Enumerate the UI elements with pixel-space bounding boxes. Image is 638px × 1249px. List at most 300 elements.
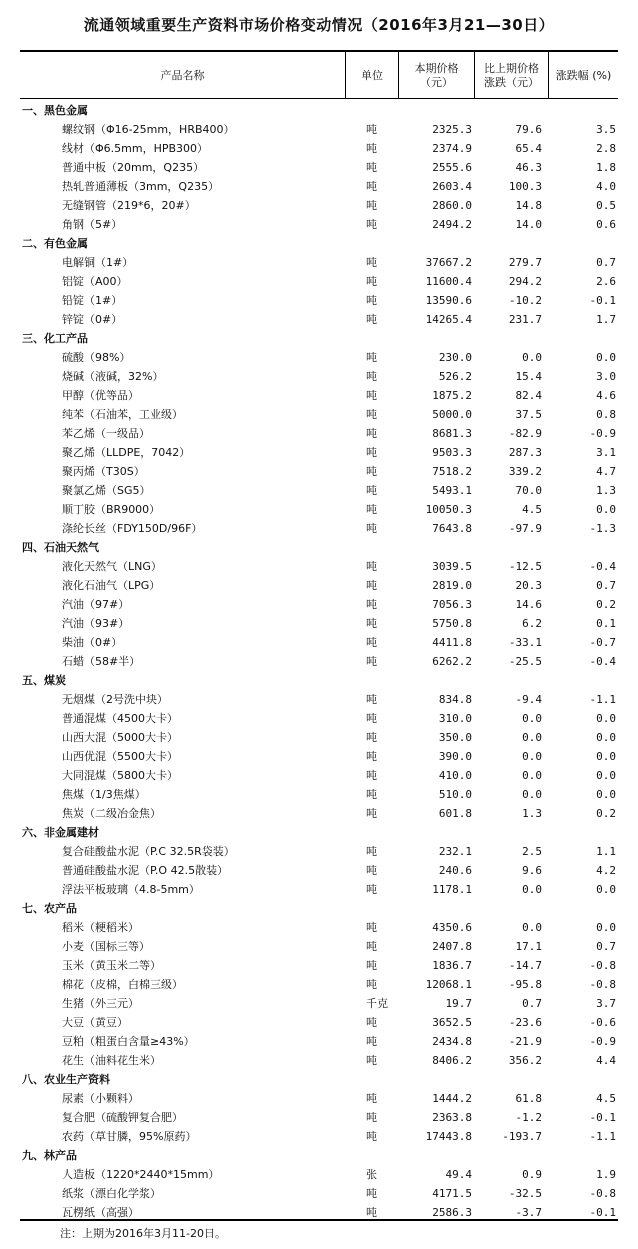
change-cell: 14.6 [515, 598, 542, 611]
product-name: 角钢（5#） [62, 218, 123, 231]
unit-cell: 张 [366, 1168, 377, 1181]
pct-cell: 0.8 [596, 408, 616, 421]
unit-cell: 吨 [366, 598, 377, 611]
table-row [0, 424, 638, 443]
unit-cell: 吨 [366, 465, 377, 478]
product-name: 无烟煤（2号洗中块） [62, 693, 168, 706]
price-cell: 11600.4 [425, 275, 472, 288]
product-name: 铅锭（1#） [62, 294, 123, 307]
price-cell: 1444.2 [432, 1092, 472, 1105]
product-name: 涤纶长丝（FDY150D/96F） [62, 522, 203, 535]
product-name: 铝锭（A00） [62, 275, 128, 288]
table-row [0, 177, 638, 196]
unit-cell: 吨 [366, 940, 377, 953]
change-cell: -3.7 [515, 1206, 542, 1219]
pct-cell: 4.5 [596, 1092, 616, 1105]
pct-cell: 0.0 [596, 788, 616, 801]
product-name: 线材（Φ6.5mm，HPB300） [62, 142, 209, 155]
pct-cell: -0.9 [589, 1035, 616, 1048]
product-name: 甲醇（优等品） [62, 389, 139, 402]
change-cell: 231.7 [508, 313, 542, 326]
price-cell: 2363.8 [432, 1111, 472, 1124]
unit-cell: 吨 [366, 750, 377, 763]
product-name: 浮法平板玻璃（4.8-5mm） [62, 883, 200, 896]
change-cell: -33.1 [508, 636, 542, 649]
product-name: 普通硅酸盐水泥（P.O 42.5散装） [62, 864, 229, 877]
change-cell: 0.0 [522, 712, 542, 725]
product-name: 液化天然气（LNG） [62, 560, 162, 573]
pct-cell: 0.2 [596, 807, 616, 820]
pct-cell: 4.0 [596, 180, 616, 193]
table-row [0, 785, 638, 804]
pct-cell: 1.7 [596, 313, 616, 326]
table-row [0, 842, 638, 861]
change-cell: 0.0 [522, 921, 542, 934]
table-row [0, 633, 638, 652]
price-cell: 7056.3 [432, 598, 472, 611]
product-name: 石蜡（58#半） [62, 655, 141, 668]
pct-cell: 0.7 [596, 940, 616, 953]
unit-cell: 吨 [366, 446, 377, 459]
header-change: 比上期价格涨跌（元） [484, 62, 539, 89]
change-cell: 70.0 [515, 484, 542, 497]
unit-cell: 吨 [366, 522, 377, 535]
unit-cell: 吨 [366, 180, 377, 193]
unit-cell: 吨 [366, 560, 377, 573]
change-cell: 46.3 [515, 161, 542, 174]
table-row [0, 348, 638, 367]
price-cell: 4171.5 [432, 1187, 472, 1200]
product-name: 顺丁胶（BR9000） [62, 503, 161, 516]
header-name: 产品名称 [160, 69, 205, 82]
table-row [0, 215, 638, 234]
change-cell: 20.3 [515, 579, 542, 592]
price-cell: 510.0 [438, 788, 472, 801]
change-cell: -12.5 [508, 560, 542, 573]
table-row [0, 519, 638, 538]
product-name: 电解铜（1#） [62, 256, 134, 269]
unit-cell: 吨 [366, 199, 377, 212]
pct-cell: 0.0 [596, 769, 616, 782]
pct-cell: 0.0 [596, 750, 616, 763]
pct-cell: -0.1 [589, 1206, 616, 1219]
change-cell: 79.6 [515, 123, 542, 136]
table-row [0, 595, 638, 614]
price-cell: 7643.8 [432, 522, 472, 535]
table-row [0, 709, 638, 728]
price-cell: 8406.2 [432, 1054, 472, 1067]
product-name: 尿素（小颗料） [62, 1092, 139, 1105]
table-row [0, 158, 638, 177]
table-row [0, 937, 638, 956]
pct-cell: 2.8 [596, 142, 616, 155]
table-row [0, 918, 638, 937]
unit-cell: 吨 [366, 503, 377, 516]
change-cell: 279.7 [508, 256, 542, 269]
unit-cell: 吨 [366, 142, 377, 155]
price-cell: 5750.8 [432, 617, 472, 630]
price-cell: 2494.2 [432, 218, 472, 231]
table-row [0, 253, 638, 272]
table-row [0, 766, 638, 785]
unit-cell: 吨 [366, 693, 377, 706]
pct-cell: 4.6 [596, 389, 616, 402]
table-row [0, 576, 638, 595]
change-cell: 37.5 [515, 408, 542, 421]
product-name: 小麦（国标三等） [62, 940, 150, 953]
product-name: 稻米（粳稻米） [62, 921, 139, 934]
change-cell: -95.8 [508, 978, 542, 991]
price-cell: 601.8 [438, 807, 472, 820]
change-cell: 17.1 [515, 940, 542, 953]
category-row [0, 538, 638, 557]
unit-cell: 吨 [366, 788, 377, 801]
change-cell: -23.6 [508, 1016, 542, 1029]
table-row [0, 880, 638, 899]
product-name: 瓦楞纸（高强） [62, 1206, 139, 1219]
pct-cell: 3.1 [596, 446, 616, 459]
price-cell: 526.2 [438, 370, 472, 383]
pct-cell: -1.3 [589, 522, 616, 535]
product-name: 花生（油料花生米） [62, 1054, 161, 1067]
change-cell: 82.4 [515, 389, 542, 402]
unit-cell: 吨 [366, 484, 377, 497]
product-name: 汽油（93#） [62, 617, 130, 630]
product-name: 大同混煤（5800大卡） [62, 769, 178, 782]
unit-cell: 吨 [366, 1111, 377, 1124]
pct-cell: 0.0 [596, 712, 616, 725]
category-label: 一、黑色金属 [22, 104, 88, 117]
pct-cell: 0.0 [596, 921, 616, 934]
table-row [0, 614, 638, 633]
price-cell: 390.0 [438, 750, 472, 763]
price-cell: 232.1 [438, 845, 472, 858]
change-cell: 14.8 [515, 199, 542, 212]
table-row [0, 462, 638, 481]
unit-cell: 吨 [366, 313, 377, 326]
price-cell: 9503.3 [432, 446, 472, 459]
price-cell: 2407.8 [432, 940, 472, 953]
unit-cell: 吨 [366, 731, 377, 744]
price-cell: 230.0 [438, 351, 472, 364]
unit-cell: 吨 [366, 864, 377, 877]
pct-cell: 0.2 [596, 598, 616, 611]
unit-cell: 吨 [366, 636, 377, 649]
pct-cell: -0.1 [589, 1111, 616, 1124]
price-cell: 14265.4 [425, 313, 472, 326]
unit-cell: 吨 [366, 427, 377, 440]
change-cell: 15.4 [515, 370, 542, 383]
price-cell: 13590.6 [425, 294, 472, 307]
category-row [0, 234, 638, 253]
price-cell: 3652.5 [432, 1016, 472, 1029]
change-cell: 100.3 [508, 180, 542, 193]
pct-cell: -1.1 [589, 1130, 616, 1143]
category-label: 九、林产品 [22, 1149, 77, 1162]
table-row [0, 994, 638, 1013]
table-row [0, 1032, 638, 1051]
unit-cell: 吨 [366, 921, 377, 934]
pct-cell: -0.8 [589, 978, 616, 991]
table-row [0, 386, 638, 405]
change-cell: -9.4 [515, 693, 542, 706]
price-cell: 6262.2 [432, 655, 472, 668]
unit-cell: 千克 [366, 997, 388, 1010]
product-name: 柴油（0#） [62, 636, 123, 649]
change-cell: 0.0 [522, 731, 542, 744]
unit-cell: 吨 [366, 275, 377, 288]
product-name: 玉米（黄玉米二等） [62, 959, 161, 972]
product-name: 纯苯（石油苯，工业级） [62, 408, 183, 421]
pct-cell: 3.5 [596, 123, 616, 136]
pct-cell: 4.4 [596, 1054, 616, 1067]
price-cell: 3039.5 [432, 560, 472, 573]
header-price: 本期价格（元） [414, 62, 459, 89]
table-row [0, 690, 638, 709]
price-cell: 37667.2 [425, 256, 472, 269]
category-label: 四、石油天然气 [22, 541, 99, 554]
pct-cell: 0.7 [596, 256, 616, 269]
product-name: 锌锭（0#） [62, 313, 123, 326]
table-row [0, 291, 638, 310]
change-cell: 0.0 [522, 351, 542, 364]
change-cell: -25.5 [508, 655, 542, 668]
bottom-rule [20, 1219, 618, 1221]
unit-cell: 吨 [366, 370, 377, 383]
unit-cell: 吨 [366, 1187, 377, 1200]
product-name: 山西大混（5000大卡） [62, 731, 178, 744]
category-label: 六、非金属建材 [22, 826, 99, 839]
price-cell: 7518.2 [432, 465, 472, 478]
table-row [0, 1127, 638, 1146]
table-row [0, 481, 638, 500]
unit-cell: 吨 [366, 1035, 377, 1048]
pct-cell: 2.6 [596, 275, 616, 288]
unit-cell: 吨 [366, 1206, 377, 1219]
price-cell: 1875.2 [432, 389, 472, 402]
price-cell: 410.0 [438, 769, 472, 782]
product-name: 苯乙烯（一级品） [62, 427, 150, 440]
price-cell: 19.7 [445, 997, 472, 1010]
change-cell: -14.7 [508, 959, 542, 972]
pct-cell: 3.7 [596, 997, 616, 1010]
product-name: 聚丙烯（T30S） [62, 465, 145, 478]
category-row [0, 1146, 638, 1165]
price-cell: 2603.4 [432, 180, 472, 193]
product-name: 复合肥（硫酸钾复合肥） [62, 1111, 183, 1124]
product-name: 聚乙烯（LLDPE，7042） [62, 446, 191, 459]
table-row [0, 443, 638, 462]
unit-cell: 吨 [366, 389, 377, 402]
product-name: 复合硅酸盐水泥（P.C 32.5R袋装） [62, 845, 235, 858]
price-cell: 4350.6 [432, 921, 472, 934]
pct-cell: 0.6 [596, 218, 616, 231]
unit-cell: 吨 [366, 123, 377, 136]
pct-cell: -0.6 [589, 1016, 616, 1029]
pct-cell: 1.8 [596, 161, 616, 174]
pct-cell: 0.0 [596, 351, 616, 364]
table-row [0, 272, 638, 291]
price-cell: 2586.3 [432, 1206, 472, 1219]
footnote: 注：上期为2016年3月11-20日。 [60, 1227, 226, 1240]
product-name: 热轧普通薄板（3mm，Q235） [62, 180, 220, 193]
product-name: 大豆（黄豆） [62, 1016, 128, 1029]
price-cell: 10050.3 [425, 503, 472, 516]
change-cell: 356.2 [508, 1054, 542, 1067]
table-row [0, 1051, 638, 1070]
price-cell: 834.8 [438, 693, 472, 706]
category-label: 二、有色金属 [22, 237, 88, 250]
price-cell: 2819.0 [432, 579, 472, 592]
pct-cell: 0.5 [596, 199, 616, 212]
product-name: 无缝钢管（219*6，20#） [62, 199, 196, 212]
table-row [0, 1165, 638, 1184]
unit-cell: 吨 [366, 655, 377, 668]
pct-cell: -1.1 [589, 693, 616, 706]
pct-cell: 4.2 [596, 864, 616, 877]
product-name: 豆粕（粗蛋白含量≥43%） [62, 1035, 195, 1048]
unit-cell: 吨 [366, 161, 377, 174]
pct-cell: 0.0 [596, 883, 616, 896]
price-cell: 1836.7 [432, 959, 472, 972]
table-row [0, 956, 638, 975]
price-cell: 310.0 [438, 712, 472, 725]
product-name: 聚氯乙烯（SG5） [62, 484, 151, 497]
unit-cell: 吨 [366, 845, 377, 858]
page-title: 流通领域重要生产资料市场价格变动情况（2016年3月21—30日） [83, 16, 555, 34]
product-name: 螺纹钢（Φ16-25mm，HRB400） [62, 123, 235, 136]
pct-cell: 0.0 [596, 503, 616, 516]
category-row [0, 823, 638, 842]
table-row [0, 196, 638, 215]
pct-cell: -0.8 [589, 1187, 616, 1200]
change-cell: -82.9 [508, 427, 542, 440]
table-row [0, 120, 638, 139]
change-cell: 4.5 [522, 503, 542, 516]
unit-cell: 吨 [366, 294, 377, 307]
change-cell: -193.7 [502, 1130, 542, 1143]
table-row [0, 1108, 638, 1127]
table-row [0, 1013, 638, 1032]
product-name: 生猪（外三元） [62, 997, 139, 1010]
change-cell: -1.2 [515, 1111, 542, 1124]
change-cell: 14.0 [515, 218, 542, 231]
table-row [0, 500, 638, 519]
table-row [0, 804, 638, 823]
pct-cell: -0.7 [589, 636, 616, 649]
change-cell: 0.9 [522, 1168, 542, 1181]
price-cell: 2860.0 [432, 199, 472, 212]
price-cell: 12068.1 [425, 978, 472, 991]
price-cell: 8681.3 [432, 427, 472, 440]
price-cell: 5000.0 [432, 408, 472, 421]
price-cell: 5493.1 [432, 484, 472, 497]
product-name: 汽油（97#） [62, 598, 130, 611]
product-name: 棉花（皮棉，白棉三级） [62, 978, 183, 991]
unit-cell: 吨 [366, 1054, 377, 1067]
change-cell: 9.6 [522, 864, 542, 877]
unit-cell: 吨 [366, 959, 377, 972]
unit-cell: 吨 [366, 617, 377, 630]
category-row [0, 899, 638, 918]
table-row [0, 728, 638, 747]
unit-cell: 吨 [366, 256, 377, 269]
pct-cell: 1.1 [596, 845, 616, 858]
unit-cell: 吨 [366, 408, 377, 421]
pct-cell: 1.9 [596, 1168, 616, 1181]
price-cell: 1178.1 [432, 883, 472, 896]
table-row [0, 975, 638, 994]
product-name: 烧碱（液碱，32%） [62, 370, 164, 383]
header-unit: 单位 [361, 69, 383, 82]
unit-cell: 吨 [366, 807, 377, 820]
change-cell: 2.5 [522, 845, 542, 858]
table-row [0, 747, 638, 766]
pct-cell: -0.4 [589, 655, 616, 668]
category-row [0, 1070, 638, 1089]
product-name: 普通中板（20mm，Q235） [62, 161, 205, 174]
product-name: 硫酸（98%） [62, 351, 131, 364]
category-row [0, 329, 638, 348]
change-cell: 6.2 [522, 617, 542, 630]
pct-cell: -0.4 [589, 560, 616, 573]
product-name: 焦炭（二级冶金焦） [62, 807, 161, 820]
unit-cell: 吨 [366, 712, 377, 725]
change-cell: -21.9 [508, 1035, 542, 1048]
change-cell: 61.8 [515, 1092, 542, 1105]
change-cell: 0.0 [522, 750, 542, 763]
pct-cell: -0.9 [589, 427, 616, 440]
unit-cell: 吨 [366, 769, 377, 782]
unit-cell: 吨 [366, 218, 377, 231]
table-row [0, 139, 638, 158]
category-row [0, 101, 638, 120]
table-row [0, 1089, 638, 1108]
pct-cell: 0.1 [596, 617, 616, 630]
change-cell: 0.0 [522, 788, 542, 801]
table-row [0, 405, 638, 424]
price-cell: 4411.8 [432, 636, 472, 649]
price-cell: 49.4 [445, 1168, 472, 1181]
price-cell: 2434.8 [432, 1035, 472, 1048]
price-cell: 2555.6 [432, 161, 472, 174]
change-cell: 1.3 [522, 807, 542, 820]
product-name: 普通混煤（4500大卡） [62, 712, 178, 725]
category-label: 八、农业生产资料 [22, 1073, 110, 1086]
change-cell: -32.5 [508, 1187, 542, 1200]
pct-cell: -0.8 [589, 959, 616, 972]
price-cell: 240.6 [438, 864, 472, 877]
price-cell: 17443.8 [425, 1130, 472, 1143]
change-cell: 0.7 [522, 997, 542, 1010]
table-row [0, 861, 638, 880]
pct-cell: -0.1 [589, 294, 616, 307]
product-name: 山西优混（5500大卡） [62, 750, 178, 763]
change-cell: 65.4 [515, 142, 542, 155]
table-row [0, 557, 638, 576]
category-label: 五、煤炭 [22, 674, 66, 687]
category-row [0, 671, 638, 690]
unit-cell: 吨 [366, 1016, 377, 1029]
product-name: 人造板（1220*2440*15mm） [62, 1168, 220, 1181]
unit-cell: 吨 [366, 579, 377, 592]
unit-cell: 吨 [366, 883, 377, 896]
unit-cell: 吨 [366, 1092, 377, 1105]
pct-cell: 3.0 [596, 370, 616, 383]
price-cell: 350.0 [438, 731, 472, 744]
product-name: 焦煤（1/3焦煤） [62, 788, 146, 801]
product-name: 农药（草甘膦，95%原药） [62, 1130, 197, 1143]
